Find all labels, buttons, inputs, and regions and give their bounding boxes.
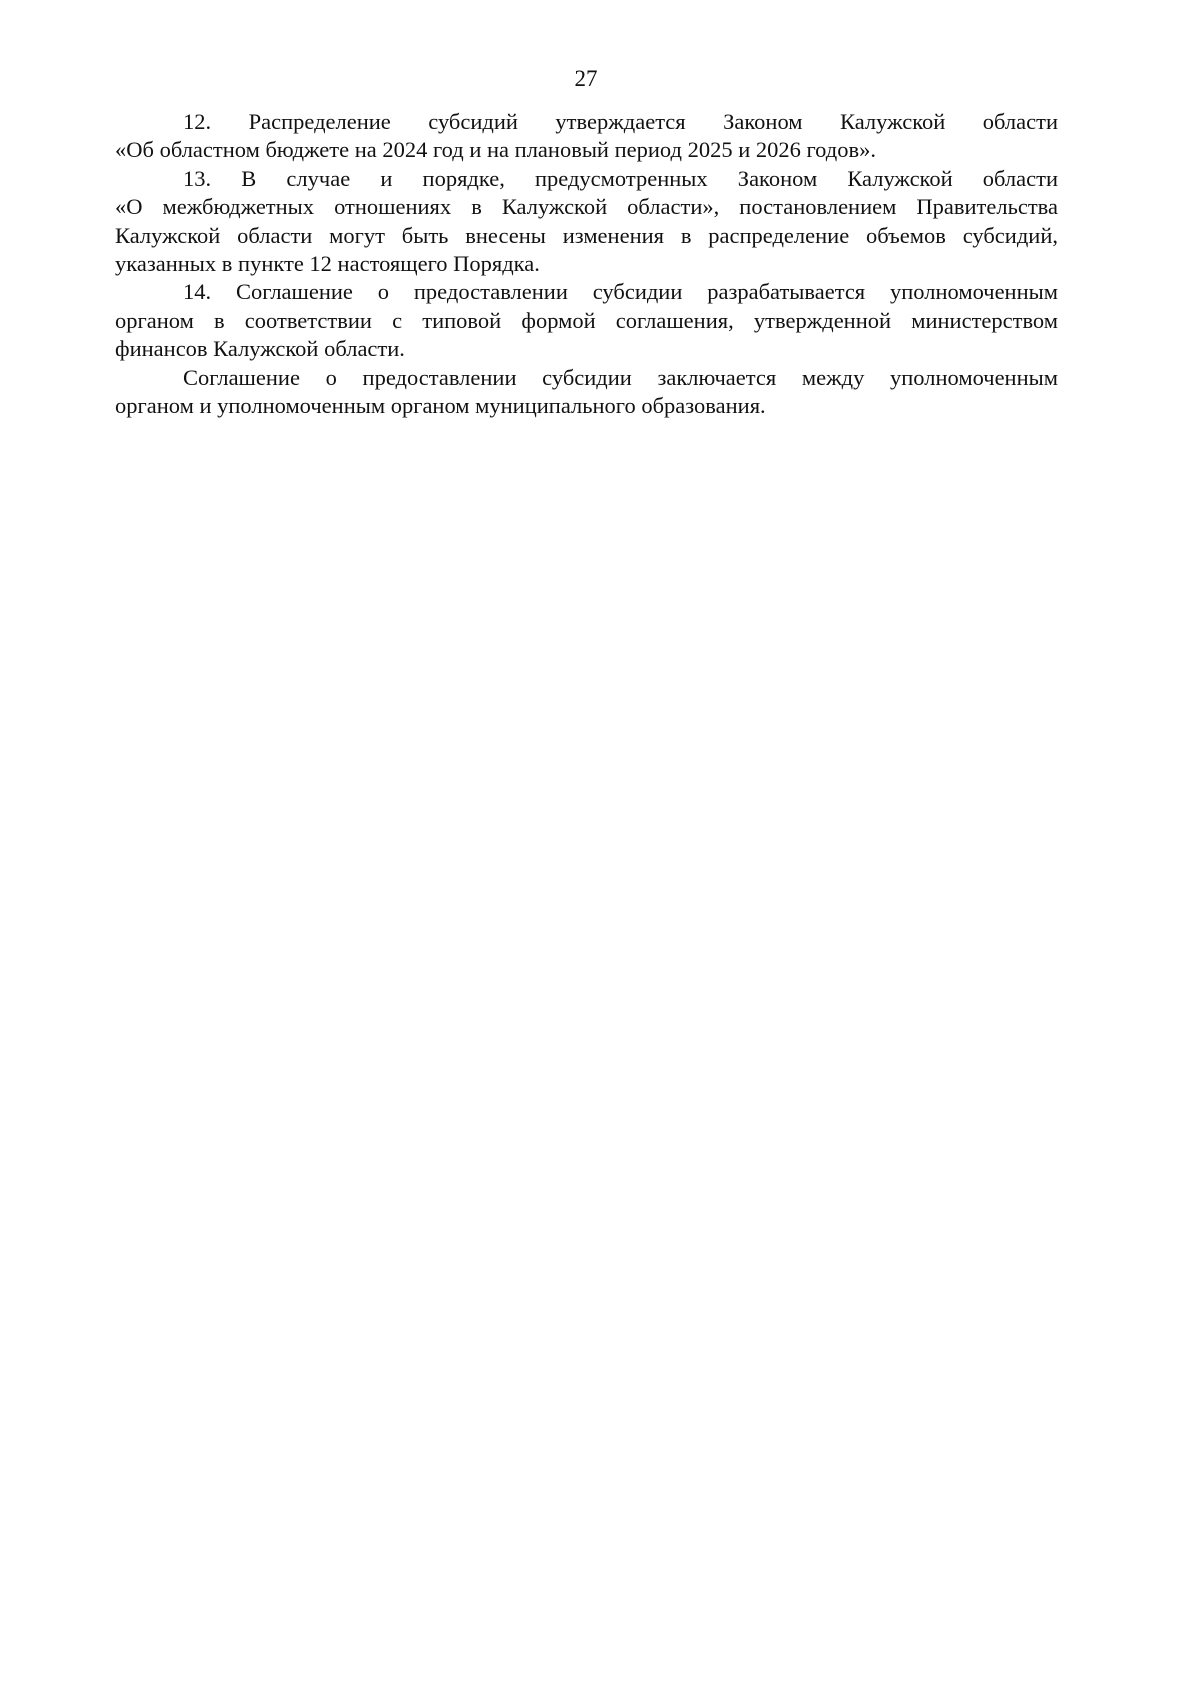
- text-line: 12. Распределение субсидий утверждается Законом Калужской области: [183, 109, 1058, 134]
- text-line: органом и уполномоченным органом муниципального образования.: [115, 393, 766, 419]
- document-body: [115, 108, 1058, 420]
- text-line: Соглашение о предоставлении субсидии заключается между уполномоченным: [183, 364, 1058, 390]
- paragraph-13: [115, 165, 1058, 279]
- text-line: органом в соответствии с типовой формой соглашения, утвержденной министерством: [115, 307, 1058, 333]
- text-line: финансов Калужской области.: [115, 336, 405, 362]
- paragraph-14: [115, 278, 1058, 363]
- text-line: 13. В случае и порядке, предусмотренных Законом Калужской области: [183, 165, 1058, 191]
- page-number: 27: [574, 66, 598, 91]
- text-line: «О межбюджетных отношениях в Калужской области», постановлением Правительства: [115, 194, 1058, 220]
- text-line: указанных в пункте 12 настоящего Порядка.: [115, 251, 540, 277]
- text-line: 14. Соглашение о предоставлении субсидии разрабатывается уполномоченным: [183, 279, 1058, 305]
- paragraph-agreement: [115, 364, 1058, 421]
- text-line: «Об областном бюджете на 2024 год и на плановый период 2025 и 2026 годов».: [115, 137, 876, 163]
- text-line: Калужской области могут быть внесены изменения в распределение объемов субсидий,: [115, 222, 1058, 248]
- paragraph-12: [115, 108, 1058, 165]
